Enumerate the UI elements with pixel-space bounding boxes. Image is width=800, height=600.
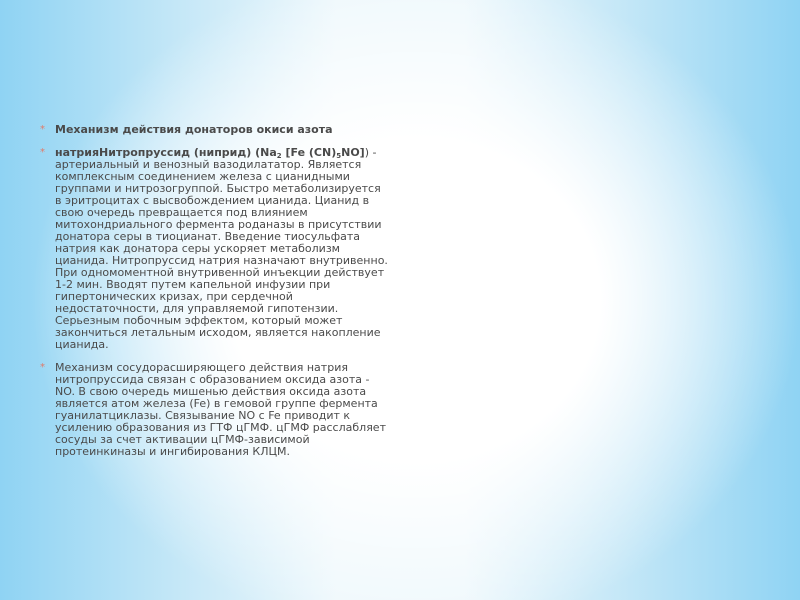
- bullet-item-mechanism: [40, 362, 390, 458]
- formula-subscript-na: 2: [276, 152, 282, 160]
- bullet-star-icon: *: [40, 124, 45, 135]
- bullet-star-icon: *: [40, 147, 45, 158]
- bullet-list: [40, 124, 390, 469]
- bullet-item-nitroprusside: [40, 147, 390, 351]
- formula-mid: [Fe (CN): [281, 146, 337, 159]
- bullet-item-title: [40, 124, 390, 136]
- formula-subscript-cn: 5: [336, 152, 342, 160]
- nitroprusside-description: ) - артериальный и венозный вазодилататор. Является комплексным соединением железа с цианидными группами и нитрозогруппой. Быстро метаболизируется в эритроцитах с высвобождением цианида. Цианид в свою очередь превращается под влиянием митохондриального фермента роданазы в присутствии донатора серы в тиоцианат. Введение тиосульфата натрия как донатора серы ускоряет метаболизм цианида. Нитропруссид натрия назначают внутривенно. При одномоментной внутривенной инъекции действует 1-2 мин. Вводят путем капельной инфузии при гипертонических кризах, при сердечной недостаточности, для управляемой гипотензии. Серьезным побочным эффектом, который может закончиться летальным исходом, является накопление цианида.: [55, 146, 388, 351]
- mechanism-text: Механизм сосудорасширяющего действия натрия нитропруссида связан с образованием оксида азота - NO. В свою очередь мишенью действия оксида азота является атом железа (Fe) в гемовой группе фермента гуанилатциклазы. Связывание NO с Fe приводит к усилению образования из ГТФ цГМФ. цГМФ расслабляет сосуды за счет активации цГМФ-зависимой протеинкиназы и ингибирования КЛЦМ.: [55, 361, 386, 458]
- formula-end: NO]: [341, 146, 365, 159]
- bullet-title-text: Механизм действия донаторов окиси азота: [55, 123, 333, 136]
- formula-lead: натрияНитропруссид (ниприд) (Na: [55, 146, 277, 159]
- bullet-star-icon: *: [40, 362, 45, 373]
